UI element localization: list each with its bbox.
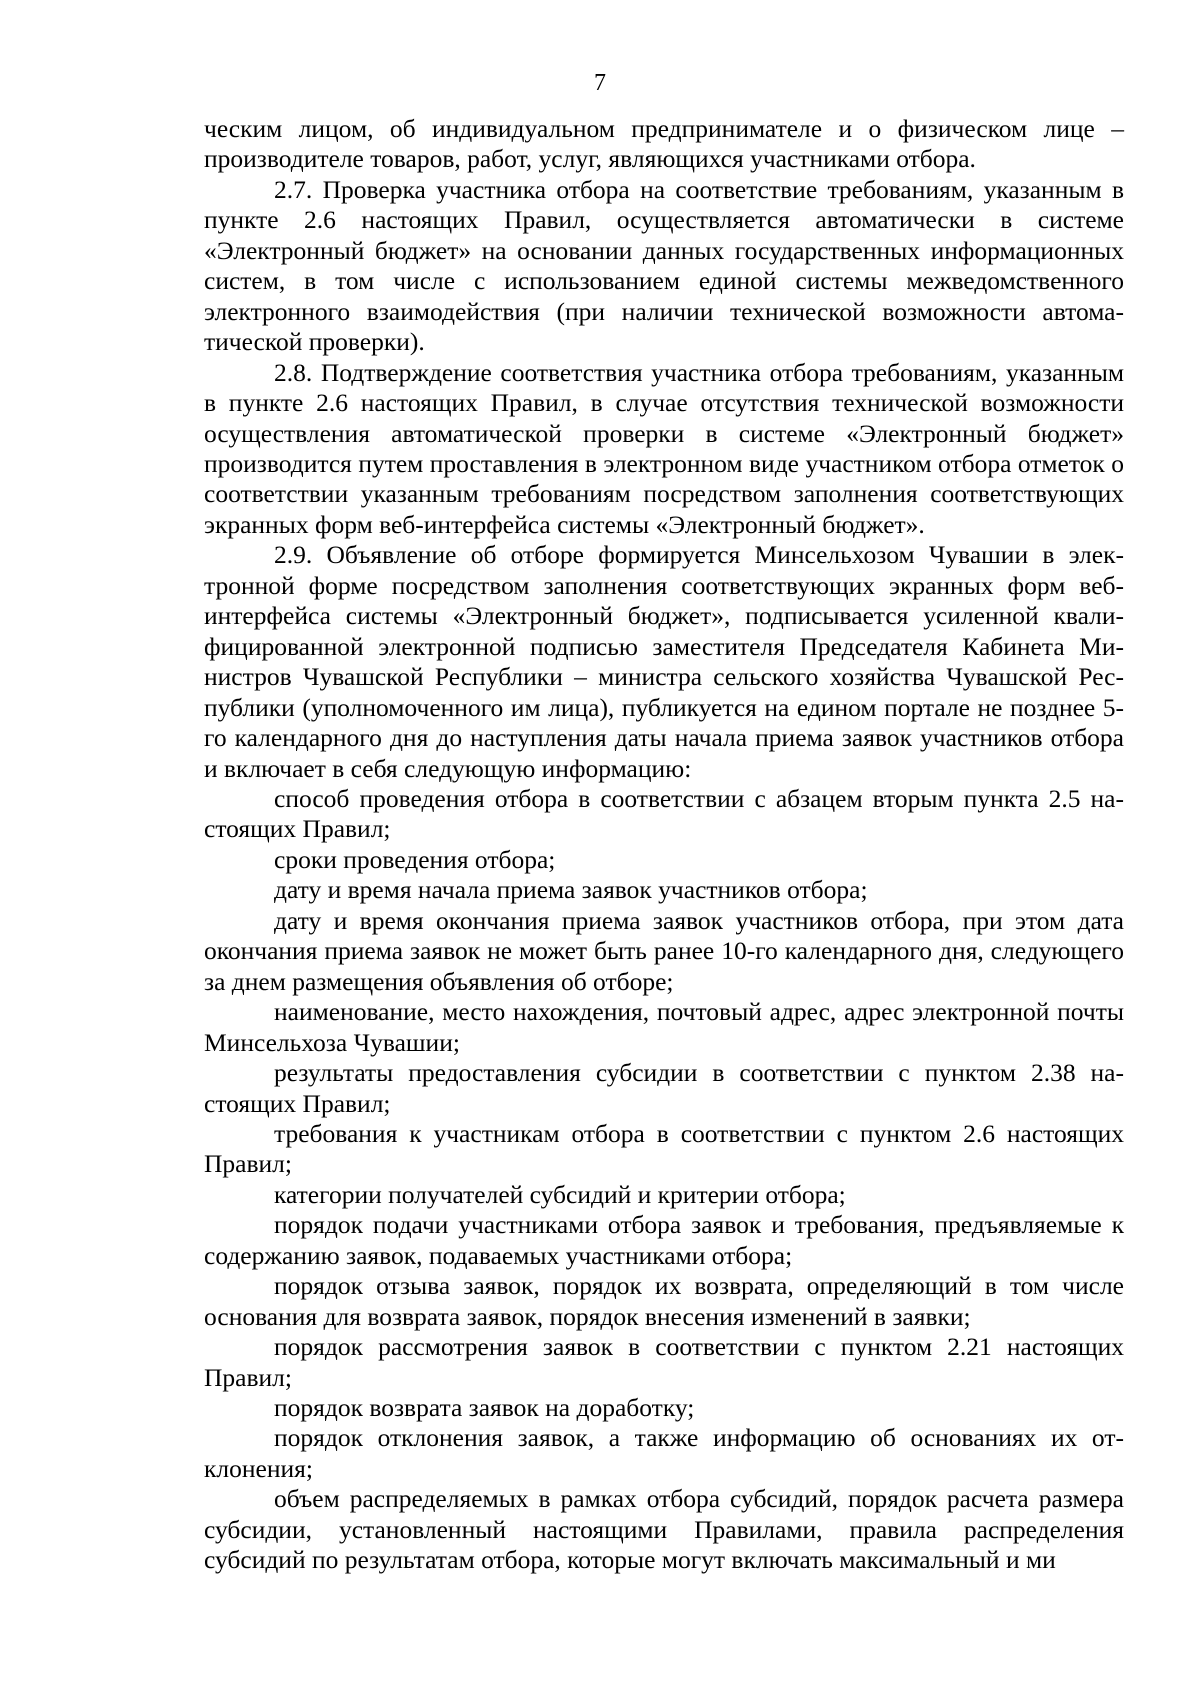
list-item-participant-requirements: требования к участникам отбора в соответствии с пунктом 2.6 настоящих Правил; — [204, 1118, 1124, 1179]
list-item-rejection-procedure: порядок отклонения заявок, а также информацию об основаниях их отклонения; — [204, 1423, 1124, 1483]
list-item-selection-terms: сроки проведения отбора; — [274, 844, 556, 874]
paragraph-2-7: 2.7. Проверка участника отбора на соответствие требованиям, указанным в пункте 2.6 настоящих Правил, осуществляется автоматически в системе «Электронный бюджет» на основании данных государственных информационных систем, в том числе с использованием единой системы межведомственного электронного взаимодействия (при наличии технической возможности автоматической проверки). — [204, 174, 1124, 357]
list-item-selection-method: способ проведения отбора в соответствии с абзацем вторым пункта 2.5 настоящих Правил; — [204, 783, 1124, 844]
list-item-start-date: дату и время начала приема заявок участников отбора; — [274, 875, 868, 905]
list-item-end-date: дату и время окончания приема заявок участников отбора, при этом дата окончания приема заявок не может быть ранее 10-го календарного дня, следующего за днем размещения объявления об отборе; — [204, 905, 1124, 996]
list-item-subsidy-results: результаты предоставления субсидии в соответствии с пунктом 2.38 настоящих Правил; — [204, 1058, 1124, 1118]
list-item-withdrawal-procedure: порядок отзыва заявок, порядок их возврата, определяющий в том числе основания для возврата заявок, порядок внесения изменений в заявки; — [204, 1271, 1124, 1331]
list-item-recipient-categories: категории получателей субсидий и критерии отбора; — [274, 1179, 846, 1209]
list-item-review-procedure: порядок рассмотрения заявок в соответствии с пунктом 2.21 настоящих Правил; — [204, 1332, 1124, 1392]
paragraph-2-9: 2.9. Объявление об отборе формируется Минсельхозом Чувашии в электронной форме посредством заполнения соответствующих экранных форм веб-интерфейса системы «Электронный бюджет», подписывается усиленной квалифицированной электронной подписью заместителя Председателя Кабинета Министров Чувашской Республики – министра сельского хозяйства Чувашской Республики (уполномоченного им лица), публикуется на едином портале не позднее 5-го календарного дня до наступления даты начала приема заявок участников отбора и включает в себя следующую информацию: — [204, 540, 1124, 783]
document-body — [204, 114, 1124, 1576]
list-item-return-procedure: порядок возврата заявок на доработку; — [274, 1393, 695, 1423]
paragraph-continuation: ческим лицом, об индивидуальном предпринимателе и о физическом лице – производителе товаров, работ, услуг, являющихся участниками отбора. — [204, 114, 1124, 174]
list-item-subsidy-volume: объем распределяемых в рамках отбора субсидий, порядок расчета размера субсидии, установленный настоящими Правилами, правила распределения субсидий по результатам отбора, которые могут включать максимальный и ми — [204, 1484, 1124, 1575]
list-item-ministry-contacts: наименование, место нахождения, почтовый адрес, адрес электронной почты Минсельхоза Чувашии; — [204, 997, 1124, 1057]
paragraph-2-8: 2.8. Подтверждение соответствия участника отбора требованиям, указанным в пункте 2.6 настоящих Правил, в случае отсутствия технической возможности осуществления автоматической проверки в системе «Электронный бюджет» производится путем проставления в электронном виде участником отбора отметок о соответствии указанным требованиям посредством заполнения соответствующих экранных форм веб-интерфейса системы «Электронный бюджет». — [204, 357, 1124, 539]
page-number: 7 — [594, 70, 606, 96]
list-item-application-procedure: порядок подачи участниками отбора заявок и требования, предъявляемые к содержанию заявок, подаваемых участниками отбора; — [204, 1210, 1124, 1270]
